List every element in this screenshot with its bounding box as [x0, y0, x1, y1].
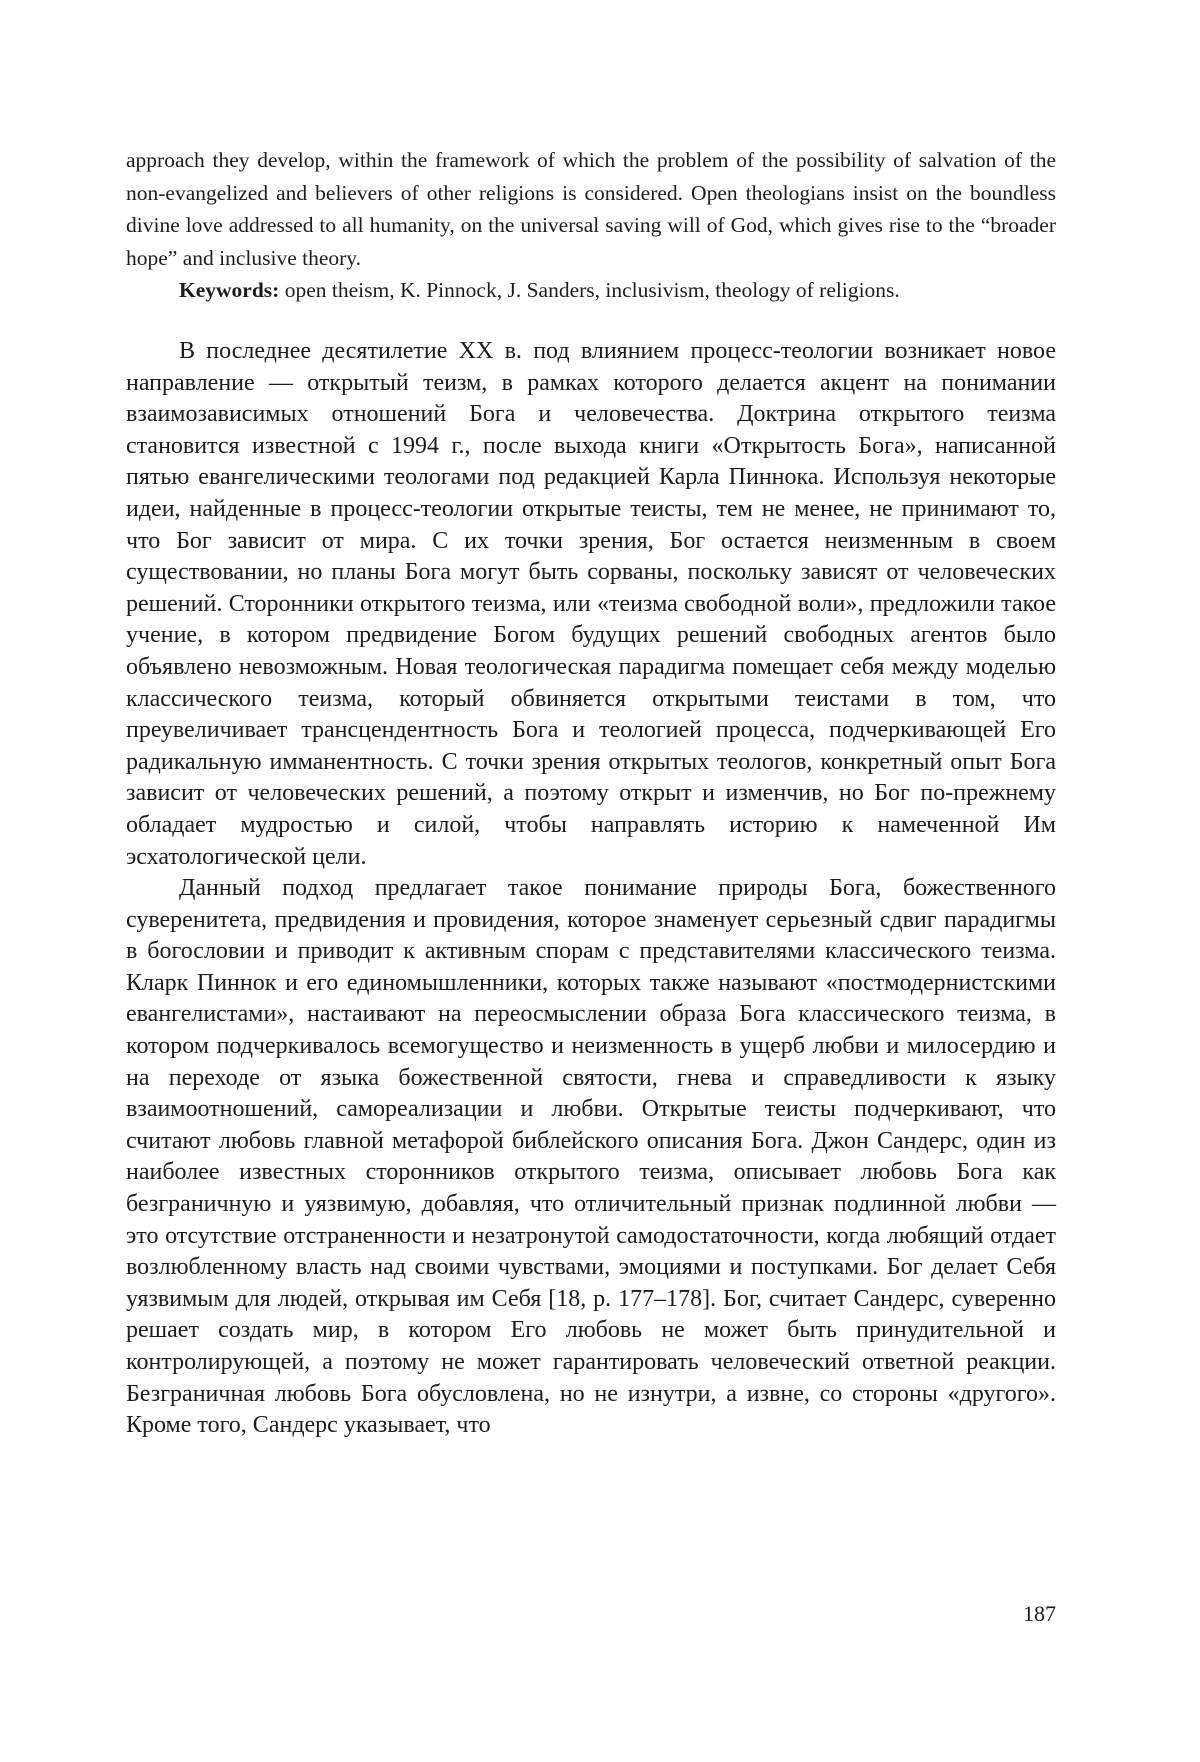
paragraph-1: В последнее десятилетие XX в. под влиянием процесс-теологии возникает новое направление — открытый теизм, в рамках которого делается акцент на понимании взаимозависимых отношений Бога и человечества. Доктрина открытого теизма становится известной с 1994 г., после выхода книги «Открытость Бога», написанной пятью евангелическими теологами под редакцией Карла Пиннока. Используя некоторые идеи, найденные в процесс-теологии открытые теисты, тем не менее, не принимают то, что Бог зависит от мира. С их точки зрения, Бог остается неизменным в своем существовании, но планы Бога могут быть сорваны, поскольку зависят от человеческих решений. Сторонники открытого теизма, или «теизма свободной воли», предложили такое учение, в котором предвидение Богом будущих решений свободных агентов было объявлено невозможным. Новая теологическая парадигма помещает себя между моделью классического теизма, который обвиняется открытыми теистами в том, что преувеличивает трансцендентность Бога и теологией процесса, подчеркивающей Его радикальную имманентность. С точки зрения открытых теологов, конкретный опыт Бога зависит от человеческих решений, а поэтому открыт и изменчив, но Бог по-прежнему обладает мудростью и силой, чтобы направлять историю к намеченной Им эсхатологической цели.: [126, 336, 1056, 873]
keywords-label: Keywords:: [179, 278, 279, 302]
paragraph-2: Данный подход предлагает такое понимание природы Бога, божественного суверенитета, предвидения и провидения, которое знаменует серьезный сдвиг парадигмы в богословии и приводит к активным спорам с представителями классического теизма. Кларк Пиннок и его единомышленники, которых также называют «постмодернистскими евангелистами», настаивают на переосмыслении образа Бога классического теизма, в котором подчеркивалось всемогущество и неизменность в ущерб любви и милосердию и на переходе от языка божественной святости, гнева и справедливости к языку взаимоотношений, самореализации и любви. Открытые теисты подчеркивают, что считают любовь главной метафорой библейского описания Бога. Джон Сандерс, один из наиболее известных сторонников открытого теизма, описывает любовь Бога как безграничную и уязвимую, добавляя, что отличительный признак подлинной любви — это отсутствие отстраненности и незатронутой самодостаточности, когда любящий отдает возлюбленному власть над своими чувствами, эмоциями и поступками. Бог делает Себя уязвимым для людей, открывая им Себя [18, p. 177–178]. Бог, считает Сандерс, суверенно решает создать мир, в котором Его любовь не может быть принудительной и контролирующей, а поэтому не может гарантировать человеческий ответной реакции. Безграничная любовь Бога обусловлена, но не изнутри, а извне, со стороны «другого». Кроме того, Сандерс указывает, что: [126, 873, 1056, 1442]
main-text: [126, 336, 1056, 1442]
abstract-text: approach they develop, within the framework of which the problem of the possibility of salvation of the non-evangelized and believers of other religions is considered. Open theologians insist on the boundless divine love addressed to all humanity, on the universal saving will of God, which gives rise to the “broader hope” and inclusive theory.: [126, 144, 1056, 274]
page-number: 187: [1016, 1600, 1056, 1628]
page: [0, 0, 1200, 1762]
keywords-text: open theism, K. Pinnock, J. Sanders, inclusivism, theology of religions.: [279, 278, 899, 302]
abstract-block: [126, 144, 1056, 307]
keywords-line: [126, 274, 1056, 307]
